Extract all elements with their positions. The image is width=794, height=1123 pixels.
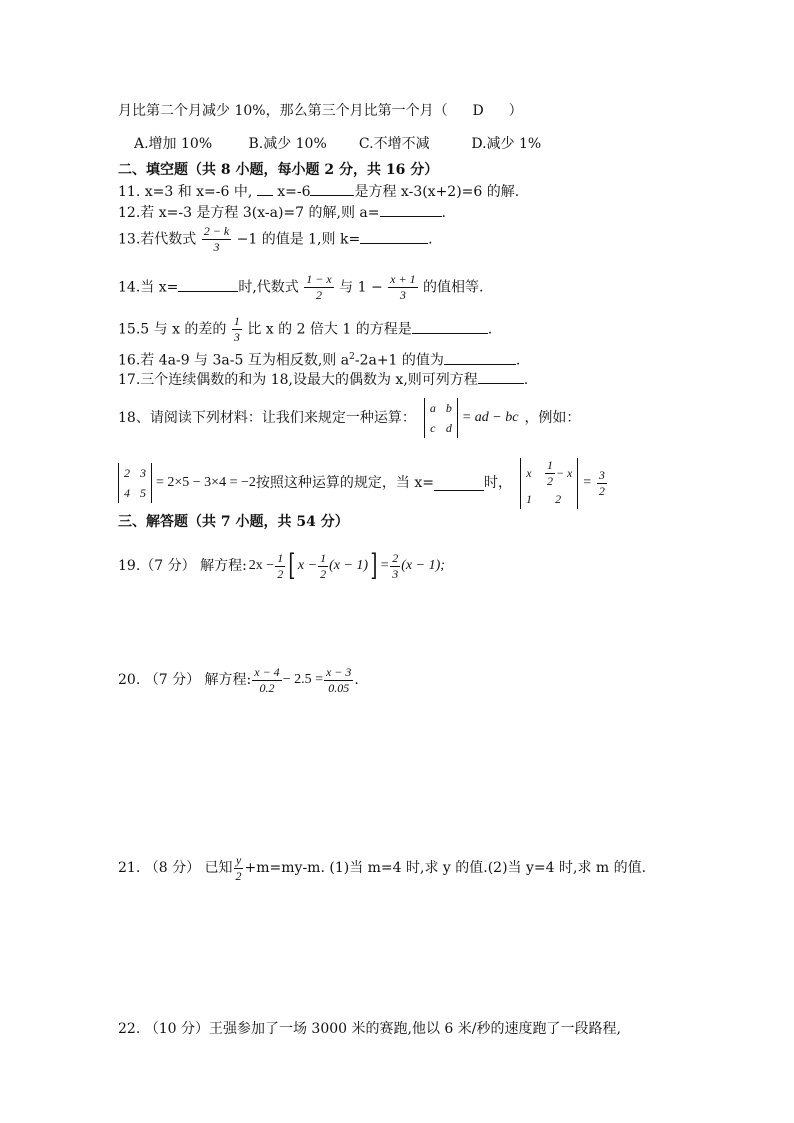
q14-text-b: 时,代数式 [238,279,299,296]
q16-text-c: . [515,352,521,369]
q16-text-b: -2a+1 的值为 [354,352,444,369]
option-d: D.减少 1% [471,136,542,152]
q14-fraction-2 [388,272,417,303]
q11-text-b: x=-6 [277,184,311,200]
q15-den: 3 [233,330,240,344]
det-cell: 3 [140,466,146,480]
q18-result-num: 3 [598,467,605,482]
q15-blank [412,318,488,334]
q13-text-c: . [428,231,433,248]
q12-blank [380,201,442,217]
q18-determinant-question [520,458,578,509]
q20 [118,658,359,702]
det-cell: 2 [555,491,562,506]
q15-text-c: . [487,321,493,338]
q18-text-d: 时， [483,475,512,491]
q19-tail: (x − 1); [401,558,445,573]
q11-text-a: 11. x=3 和 x=-6 中, [118,184,253,200]
q11-blank-2 [310,180,354,196]
q13-text-a: 13.若代数式 [118,231,197,248]
q19-frac-2 [318,551,328,582]
det-cell: 5 [140,486,146,500]
right-bracket: ] [370,548,378,583]
q19-frac2-den: 2 [320,566,327,581]
q15 [118,314,492,345]
q19-expr1: 2x − [248,558,275,573]
q16-text-a: 16.若 4a-9 与 3a-5 互为相反数,则 a [118,352,350,369]
q10-answer: D [472,103,484,119]
left-bracket: [ [288,548,296,583]
q16-blank [444,349,516,365]
q15-fraction [232,314,242,345]
q13-num: 2 − k [203,224,230,238]
q18-eq2: = 2×5 − 3×4 = −2 [156,475,256,490]
section3-title: 三、解答题（共 7 小题，共 54 分） [118,514,349,530]
det-cell: 4 [124,486,130,500]
q13-fraction [202,224,231,255]
q22: 22. （10 分）王强参加了一场 3000 米的赛跑,他以 6 米/秒的速度跑了一段路程, [118,1021,621,1037]
q20-frac2-den: 0.05 [328,680,350,695]
q20-tail: . [354,672,359,688]
q14-fraction-1 [304,272,333,303]
q10-close: ） [508,103,523,119]
det-cell: a [429,401,436,415]
q19-text-a: 19.（7 分） 解方程: [118,558,247,574]
q14-mid: 与 1 − [339,279,383,296]
q19-frac-1 [275,551,285,582]
q18-determinant-definition [424,398,458,438]
q18-eq1: = ad − bc [461,410,519,425]
det-cell: c [430,421,436,435]
q20-frac-2 [324,665,353,696]
option-b: B.减少 10% [248,136,327,152]
det-cell: 2 [124,466,130,480]
det-cell: d [445,421,452,435]
q14-text-c: 的值相等. [423,279,484,296]
option-a: A.增加 10% [134,136,213,152]
q14-num1: 1 − x [306,272,332,286]
q17-text-a: 17.三个连续偶数的和为 18,设最大的偶数为 x,则可列方程 [118,372,478,388]
q13-text-b: −1 的值是 1,则 k= [236,231,361,248]
det-cell: b [445,401,452,415]
q14-text-a: 14.当 x= [118,279,179,296]
q12 [118,201,446,223]
q21-text-b: +m=my-m. (1)当 m=4 时,求 y 的值.(2)当 y=4 时,求 m 的值. [244,860,647,876]
q18-result-den: 2 [598,483,605,498]
q14-num2: x + 1 [390,272,416,286]
q19 [118,544,445,588]
det-cell [544,458,572,489]
q13-blank [360,228,428,244]
q14-den1: 2 [315,288,322,302]
q13 [118,224,433,255]
q14-den2: 3 [399,288,406,302]
q12-text-b: . [441,205,446,221]
q17 [118,368,528,390]
det-cell: x [526,466,532,480]
q18-determinant-example [118,463,152,503]
q18-line-1 [118,396,580,440]
q10-options [134,134,541,154]
q11-blank-1 [257,180,273,196]
q20-frac2-num: x − 3 [325,664,352,679]
q20-frac1-num: x − 4 [254,664,280,679]
q20-mid: − 2.5 = [282,672,323,687]
q13-den: 3 [213,240,220,254]
q19-frac-3 [390,551,400,582]
q18-eq3: = [582,475,592,490]
q11 [118,180,519,202]
det-frac-num: 1 [546,457,553,472]
q21-num: y [235,852,242,867]
q20-text-a: 20. （7 分） 解方程: [118,672,252,688]
q20-frac1-den: 0.2 [259,680,275,695]
q19-frac3-num: 2 [392,550,399,565]
q10-line [118,101,523,121]
q18-text-c: 按照这种运算的规定，当 x= [255,475,434,491]
q19-frac3-den: 3 [392,566,399,581]
det-cell: 1 [525,491,532,506]
q20-frac-1 [252,665,281,696]
q12-text-a: 12.若 x=-3 是方程 3(x-a)=7 的解,则 a= [118,205,380,221]
q15-text-b: 比 x 的 2 倍大 1 的方程是 [247,321,412,338]
q21-den: 2 [235,868,242,883]
q19-inner2: (x − 1) [329,558,369,573]
det-minus-x: − x [555,466,573,480]
q14 [118,272,483,303]
det-frac-den: 2 [546,473,553,488]
q18-result-fraction [597,468,607,499]
q15-text-a: 15.5 与 x 的差的 [118,321,227,338]
q17-text-b: . [523,372,529,388]
q11-text-c: 是方程 x-3(x+2)=6 的解. [354,184,520,200]
q10-text: 月比第二个月减少 10%，那么第三个月比第一个月（ [118,103,448,119]
q21-fraction [234,853,244,884]
q21-text-a: 21. （8 分） 已知 [118,860,233,876]
q19-eq: = [379,558,390,573]
q18-text-b: ，例如： [524,410,581,426]
det-frac [545,458,555,489]
q19-frac2-num: 1 [320,550,327,565]
q18-blank [434,475,484,491]
q18-text-a: 18、请阅读下列材料：让我们来规定一种运算： [118,410,416,426]
q18-line-2 [118,455,608,511]
q16-sup: 2 [349,352,355,362]
q14-blank [178,276,238,292]
option-c: C.不增不减 [358,136,430,152]
q19-inner1: x − [297,558,318,573]
q19-frac1-den: 2 [277,566,284,581]
section2-title: 二、填空题（共 8 小题，每小题 2 分，共 16 分） [118,162,439,178]
q21 [118,848,646,888]
q15-num: 1 [233,314,240,328]
q19-frac1-num: 1 [277,550,284,565]
q17-blank [478,368,524,384]
